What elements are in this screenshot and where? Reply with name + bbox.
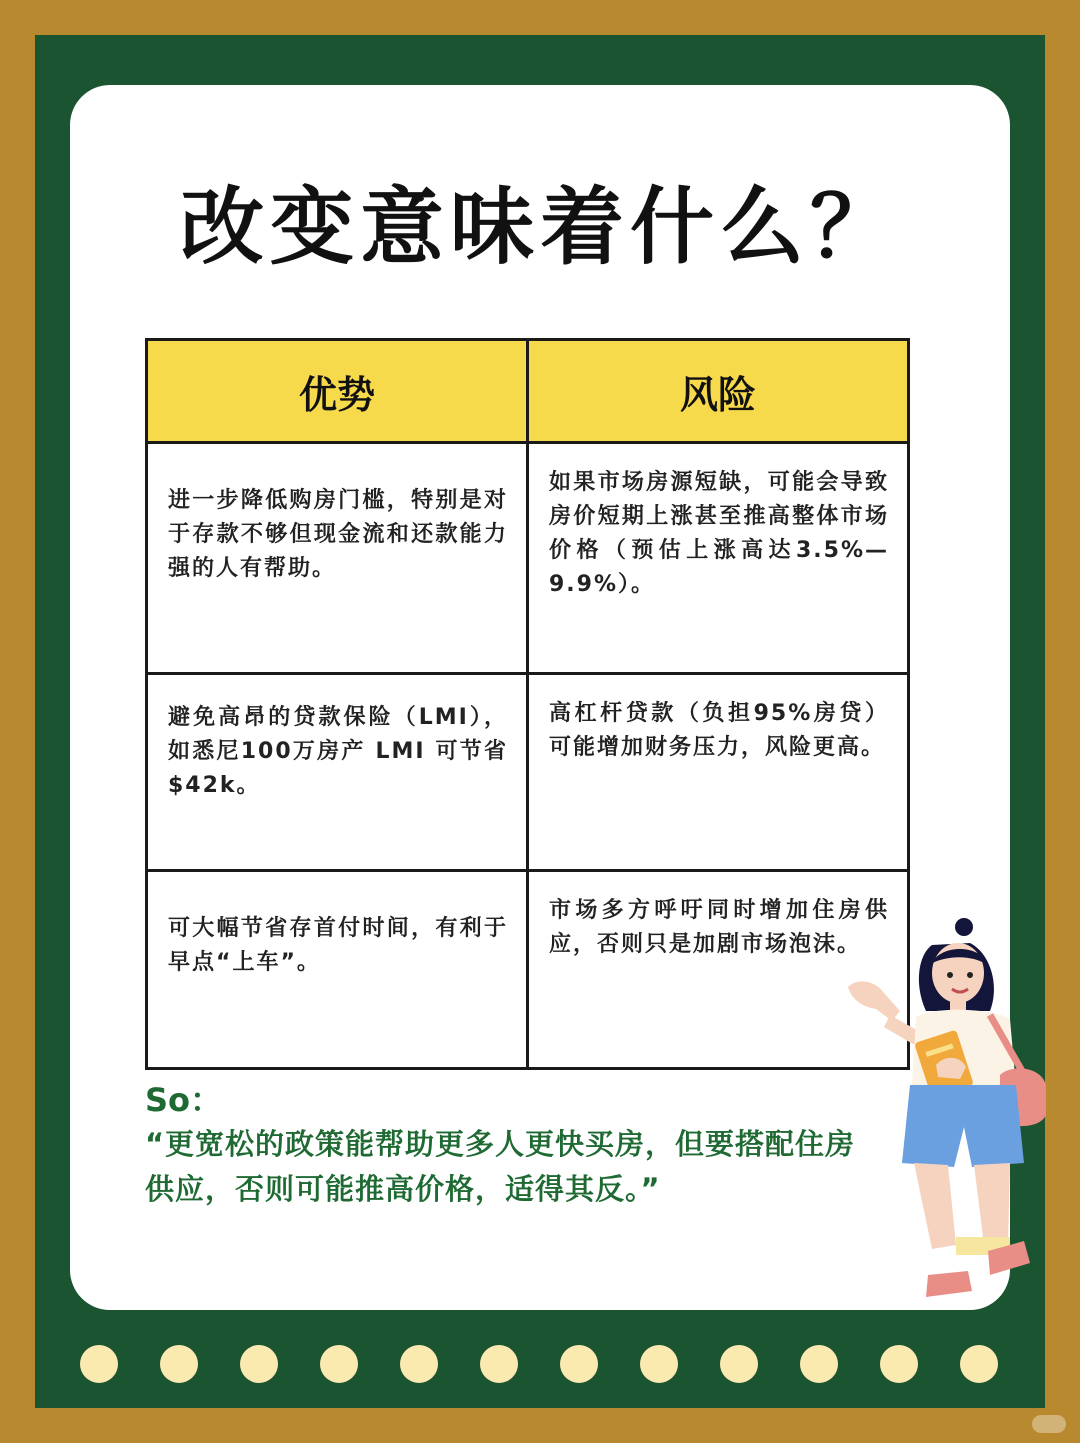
summary-quote: “更宽松的政策能帮助更多人更快买房，但要搭配住房供应，否则可能推高价格，适得其反。” — [145, 1127, 856, 1206]
risk-cell: 如果市场房源短缺，可能会导致房价短期上涨甚至推高整体市场价格（预估上涨高达3.5%—9.9%）。 — [528, 443, 909, 674]
pro-cell: 可大幅节省存首付时间，有利于早点“上车”。 — [147, 871, 528, 1069]
risk-cell: 市场多方呼吁同时增加住房供应，否则只是加剧市场泡沫。 — [528, 871, 909, 1069]
dot-icon — [240, 1345, 278, 1383]
dot-icon — [880, 1345, 918, 1383]
dot-icon — [480, 1345, 518, 1383]
dot-icon — [560, 1345, 598, 1383]
page-title: 改变意味着什么？ — [179, 178, 900, 276]
table-row — [147, 674, 909, 871]
dot-icon — [800, 1345, 838, 1383]
summary-label: So： — [145, 1081, 223, 1119]
dot-icon — [80, 1345, 118, 1383]
dot-icon — [720, 1345, 758, 1383]
watermark-badge — [1032, 1415, 1066, 1433]
pro-cell: 进一步降低购房门槛，特别是对于存款不够但现金流和还款能力强的人有帮助。 — [147, 443, 528, 674]
woman-holding-book-illustration — [840, 915, 1050, 1315]
header-risks: 风险 — [528, 340, 909, 443]
comparison-table — [145, 338, 910, 1070]
table-row — [147, 871, 909, 1069]
dot-icon — [960, 1345, 998, 1383]
dot-icon — [400, 1345, 438, 1383]
decorative-dots — [80, 1345, 1020, 1385]
pro-cell: 避免高昂的贷款保险（LMI），如悉尼100万房产 LMI 可节省$42k。 — [147, 674, 528, 871]
header-pros: 优势 — [147, 340, 528, 443]
dot-icon — [640, 1345, 678, 1383]
table-row — [147, 443, 909, 674]
dot-icon — [320, 1345, 358, 1383]
dot-icon — [160, 1345, 198, 1383]
risk-cell: 高杠杆贷款（负担95%房贷）可能增加财务压力，风险更高。 — [528, 674, 909, 871]
